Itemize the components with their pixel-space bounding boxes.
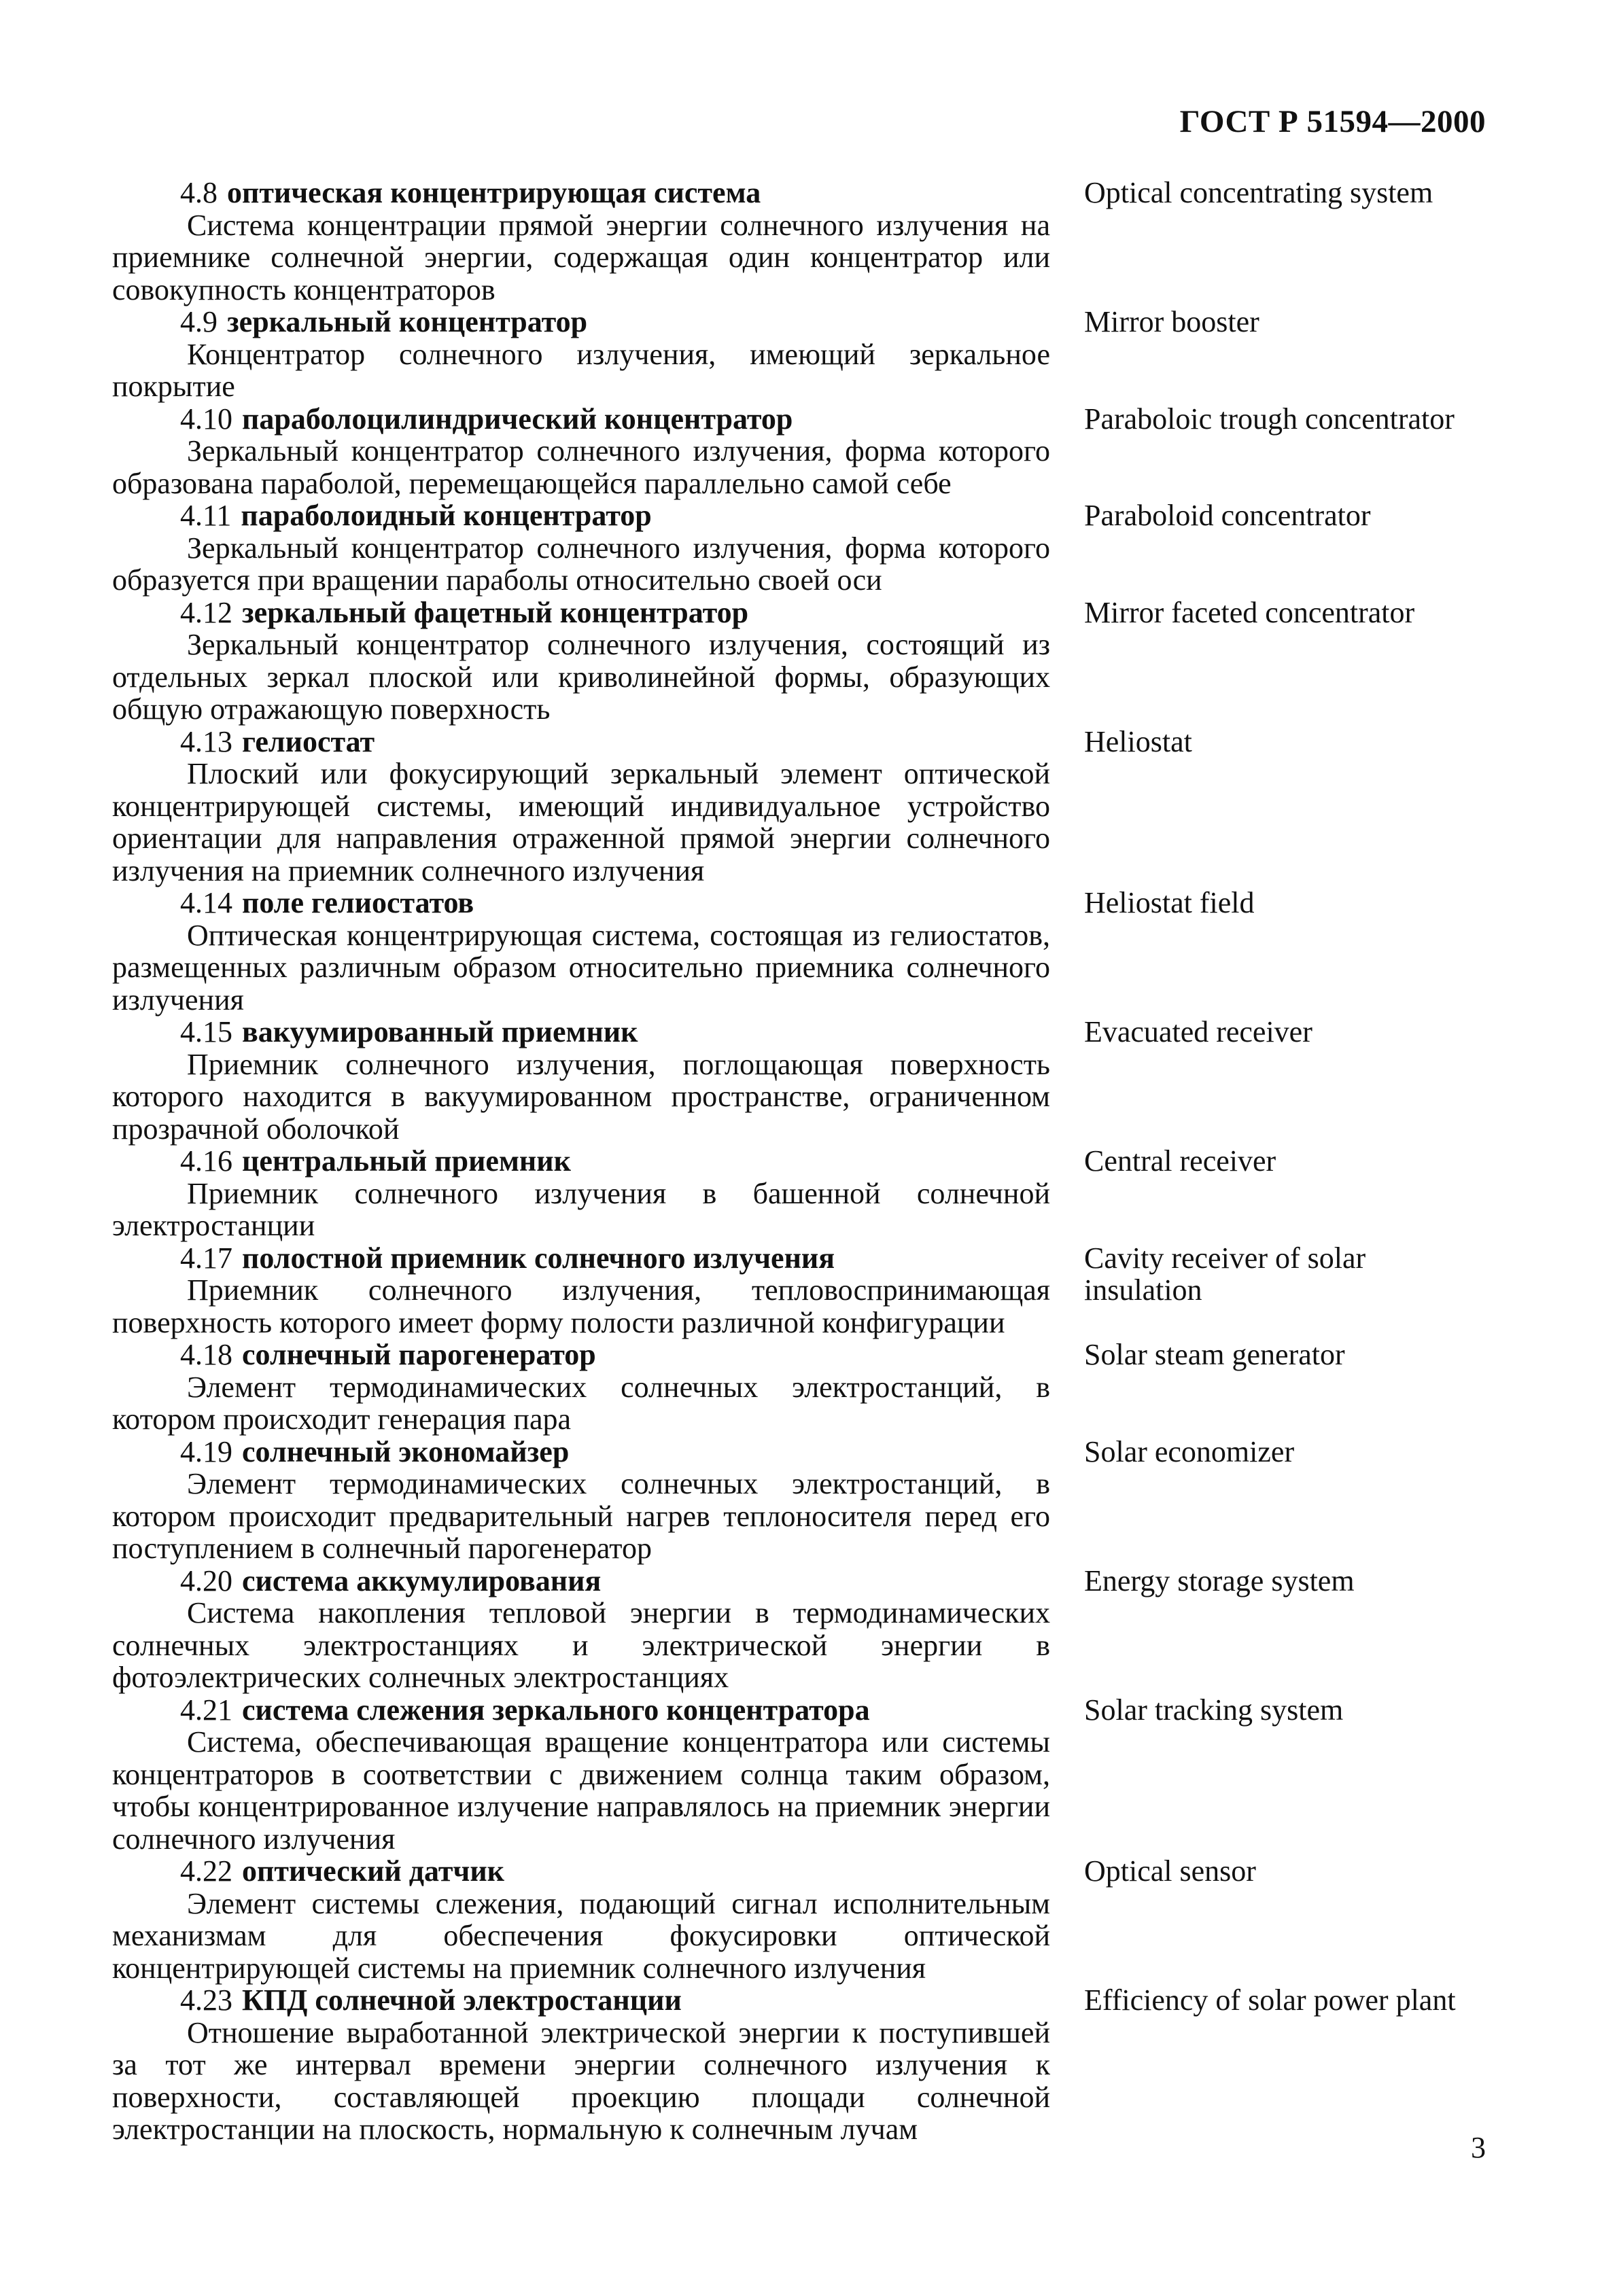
term-entry	[112, 1436, 1506, 1565]
term-entry	[112, 177, 1506, 306]
document-header: ГОСТ Р 51594—2000	[1179, 104, 1486, 139]
term-english: Heliostat	[1084, 724, 1192, 758]
term-russian	[112, 1855, 1050, 1984]
term-entry	[112, 306, 1506, 403]
term-title: поле гелиостатов	[242, 886, 474, 919]
term-entry	[112, 499, 1506, 597]
term-title: солнечный парогенератор	[242, 1338, 596, 1371]
term-russian	[112, 1242, 1050, 1339]
term-heading	[112, 887, 1050, 919]
term-heading	[112, 1016, 1050, 1048]
term-entry	[112, 1016, 1506, 1145]
term-definition: Отношение выработанной электрической энергии к поступившей за тот же интервал времени энергии солнечного излучения к поверхности, составляющей проекцию площади солнечной электростанции на плоскость, нормальную к солнечным лучам	[112, 2015, 1050, 2146]
term-number: 4.17	[180, 1241, 232, 1275]
term-heading	[112, 1145, 1050, 1178]
term-entry	[112, 1984, 1506, 2146]
term-english: Paraboloid concentrator	[1084, 499, 1371, 532]
term-russian	[112, 726, 1050, 887]
term-heading	[112, 177, 1050, 209]
term-entry	[112, 1694, 1506, 1856]
term-title: зеркальный концентратор	[227, 305, 588, 338]
term-definition: Система, обеспечивающая вращение концентратора или системы концентраторов в соответствии с движением солнца таким образом, чтобы концентрированное излучение направлялось на приемник энергии солнечного излучения	[112, 1725, 1050, 1856]
term-english: Solar economizer	[1084, 1434, 1295, 1468]
term-number: 4.10	[180, 402, 232, 436]
page-number: 3	[1471, 2131, 1486, 2164]
term-number: 4.23	[180, 1983, 232, 2017]
term-definition: Плоский или фокусирующий зеркальный элемент оптической концентрирующей системы, имеющий индивидуальное устройство ориентации для направления отраженной прямой энергии солнечного излучения на приемник солнечного излучения	[112, 757, 1050, 887]
term-heading	[112, 1436, 1050, 1468]
term-english: Cavity receiver of solar insulation	[1084, 1241, 1366, 1307]
term-russian	[112, 177, 1050, 306]
term-title: параболоцилиндрический концентратор	[242, 402, 793, 436]
term-number: 4.11	[180, 499, 232, 532]
term-heading	[112, 403, 1050, 436]
term-heading	[112, 1694, 1050, 1727]
term-english: Energy storage system	[1084, 1564, 1355, 1597]
term-title: оптический датчик	[242, 1854, 505, 1888]
term-definition: Концентратор солнечного излучения, имеющий зеркальное покрытие	[112, 337, 1050, 403]
term-heading	[112, 1339, 1050, 1371]
term-entry	[112, 1855, 1506, 1984]
term-russian	[112, 1565, 1050, 1694]
term-heading	[112, 1855, 1050, 1888]
term-number: 4.15	[180, 1015, 232, 1048]
term-russian	[112, 1436, 1050, 1565]
term-definition: Оптическая концентрирующая система, состоящая из гелиостатов, размещенных различным образом относительно приемника солнечного излучения	[112, 918, 1050, 1017]
term-russian	[112, 1145, 1050, 1242]
term-heading	[112, 1984, 1050, 2017]
term-entry	[112, 1565, 1506, 1694]
term-entry	[112, 887, 1506, 1016]
term-heading	[112, 597, 1050, 629]
term-number: 4.18	[180, 1338, 232, 1371]
term-english: Solar steam generator	[1084, 1338, 1345, 1371]
term-title: КПД солнечной электростанции	[242, 1983, 682, 2017]
term-english: Optical sensor	[1084, 1854, 1256, 1888]
term-entry	[112, 1339, 1506, 1436]
term-definition: Элемент термодинамических солнечных электростанций, в котором происходит генерация пара	[112, 1370, 1050, 1436]
term-english: Optical concentrating system	[1084, 176, 1433, 209]
term-definition: Система концентрации прямой энергии солнечного излучения на приемнике солнечной энергии, содержащая один концентратор или совокупность концентраторов	[112, 208, 1050, 306]
term-english: Efficiency of solar power plant	[1084, 1983, 1456, 2017]
term-number: 4.19	[180, 1434, 232, 1468]
term-definition: Приемник солнечного излучения, поглощающая поверхность которого находится в вакуумированном пространстве, ограниченном прозрачной оболочкой	[112, 1047, 1050, 1146]
term-definition: Приемник солнечного излучения в башенной солнечной электростанции	[112, 1176, 1050, 1242]
term-number: 4.21	[180, 1693, 232, 1727]
term-russian	[112, 1016, 1050, 1145]
term-russian	[112, 403, 1050, 500]
term-english: Solar tracking system	[1084, 1693, 1344, 1727]
term-russian	[112, 597, 1050, 726]
term-entry	[112, 403, 1506, 500]
term-title: система аккумулирования	[242, 1564, 602, 1597]
term-title: зеркальный фацетный концентратор	[242, 595, 749, 629]
term-russian	[112, 499, 1050, 597]
term-definition: Приемник солнечного излучения, тепловоспринимающая поверхность которого имеет форму полости различной конфигурации	[112, 1273, 1050, 1339]
term-heading	[112, 1565, 1050, 1597]
term-russian	[112, 887, 1050, 1016]
term-entry	[112, 1145, 1506, 1242]
term-number: 4.8	[180, 176, 218, 209]
term-russian	[112, 306, 1050, 403]
term-title: параболоидный концентратор	[241, 499, 652, 532]
term-english: Central receiver	[1084, 1144, 1276, 1178]
term-definition: Элемент термодинамических солнечных электростанций, в котором происходит предварительный нагрев теплоносителя перед его поступлением в солнечный парогенератор	[112, 1467, 1050, 1565]
terms-list	[112, 177, 1506, 2146]
term-english: Paraboloic trough concentrator	[1084, 402, 1455, 436]
term-number: 4.16	[180, 1144, 232, 1178]
term-title: гелиостат	[242, 724, 375, 758]
term-title: полостной приемник солнечного излучения	[242, 1241, 835, 1275]
term-entry	[112, 597, 1506, 726]
term-heading	[112, 1242, 1050, 1275]
term-heading	[112, 306, 1050, 338]
term-english: Mirror booster	[1084, 305, 1259, 338]
term-definition: Система накопления тепловой энергии в термодинамических солнечных электростанциях и электрической энергии в фотоэлектрических солнечных электростанциях	[112, 1596, 1050, 1694]
term-number: 4.14	[180, 886, 232, 919]
term-entry	[112, 726, 1506, 887]
term-title: солнечный экономайзер	[242, 1434, 570, 1468]
term-definition: Зеркальный концентратор солнечного излучения, форма которого образуется при вращении параболы относительно своей оси	[112, 531, 1050, 597]
term-russian	[112, 1984, 1050, 2146]
term-title: оптическая концентрирующая система	[227, 176, 761, 209]
term-definition: Зеркальный концентратор солнечного излучения, состоящий из отдельных зеркал плоской или криволинейной формы, образующих общую отражающую поверхность	[112, 628, 1050, 726]
term-number: 4.20	[180, 1564, 232, 1597]
term-english: Mirror faceted concentrator	[1084, 595, 1415, 629]
term-russian	[112, 1694, 1050, 1856]
term-heading	[112, 726, 1050, 758]
term-number: 4.12	[180, 595, 232, 629]
term-definition: Элемент системы слежения, подающий сигнал исполнительным механизмам для обеспечения фокусировки оптической концентрирующей системы на приемник солнечного излучения	[112, 1886, 1050, 1985]
term-heading	[112, 499, 1050, 532]
term-russian	[112, 1339, 1050, 1436]
term-english: Evacuated receiver	[1084, 1015, 1312, 1048]
term-title: вакуумированный приемник	[242, 1015, 638, 1048]
term-number: 4.9	[180, 305, 218, 338]
term-number: 4.13	[180, 724, 232, 758]
term-definition: Зеркальный концентратор солнечного излучения, форма которого образована параболой, перемещающейся параллельно самой себе	[112, 434, 1050, 500]
term-title: система слежения зеркального концентратора	[242, 1693, 870, 1727]
term-number: 4.22	[180, 1854, 232, 1888]
term-english: Heliostat field	[1084, 886, 1255, 919]
term-title: центральный приемник	[242, 1144, 571, 1178]
term-entry	[112, 1242, 1506, 1339]
